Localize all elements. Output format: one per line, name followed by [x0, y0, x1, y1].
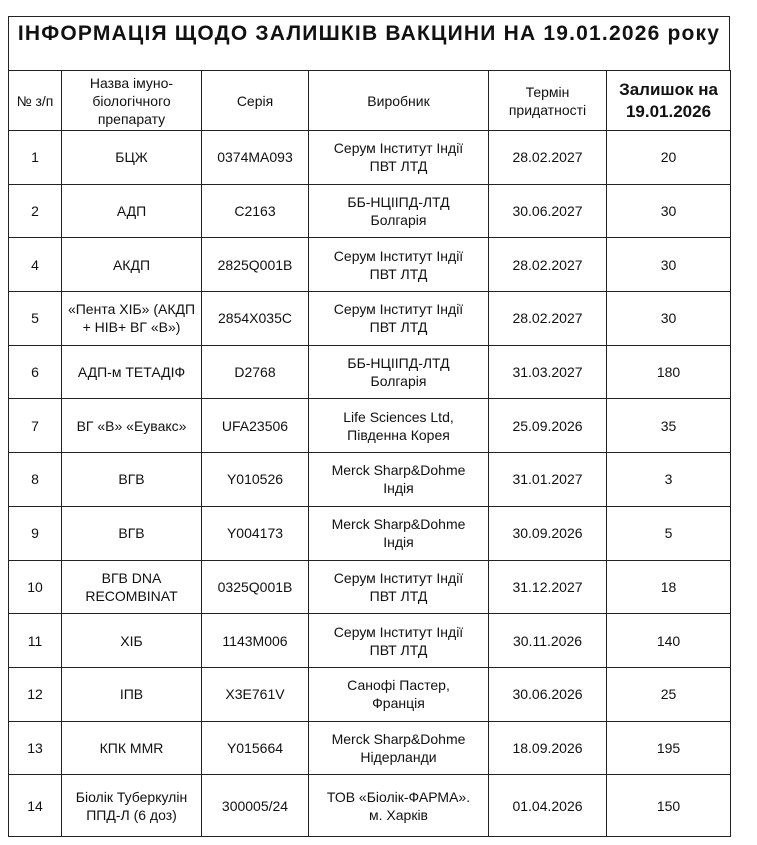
header-series: Серія — [202, 71, 309, 131]
table-row — [9, 292, 731, 346]
cell-name: ІПВ — [62, 667, 202, 721]
table-row — [9, 721, 731, 775]
table-row — [9, 453, 731, 507]
header-stock: Залишок на 19.01.2026 — [607, 71, 731, 131]
table-row — [9, 506, 731, 560]
cell-series: 0374MA093 — [202, 131, 309, 185]
cell-name: АДП — [62, 184, 202, 238]
cell-expiry: 25.09.2026 — [489, 399, 607, 453]
cell-name: ВГВ — [62, 453, 202, 507]
cell-series: Y010526 — [202, 453, 309, 507]
cell-series: 2825Q001B — [202, 238, 309, 292]
table-row — [9, 345, 731, 399]
table-row — [9, 614, 731, 668]
cell-num: 5 — [9, 292, 62, 346]
cell-series: 1143M006 — [202, 614, 309, 668]
cell-name: «Пента ХІБ» (АКДП + HIB+ ВГ «В») — [62, 292, 202, 346]
cell-num: 2 — [9, 184, 62, 238]
cell-stock: 3 — [607, 453, 731, 507]
cell-series: D2768 — [202, 345, 309, 399]
header-name: Назва імуно- біологічного препарату — [62, 71, 202, 131]
cell-num: 6 — [9, 345, 62, 399]
cell-expiry: 31.03.2027 — [489, 345, 607, 399]
cell-series: Y004173 — [202, 506, 309, 560]
table-row — [9, 184, 731, 238]
cell-num: 12 — [9, 667, 62, 721]
cell-name: АКДП — [62, 238, 202, 292]
cell-stock: 35 — [607, 399, 731, 453]
cell-stock: 180 — [607, 345, 731, 399]
cell-series: UFA23506 — [202, 399, 309, 453]
cell-manufacturer: Merck Sharp&Dohme Індія — [309, 506, 489, 560]
cell-name: БЦЖ — [62, 131, 202, 185]
cell-stock: 20 — [607, 131, 731, 185]
document-title: ІНФОРМАЦІЯ ЩОДО ЗАЛИШКІВ ВАКЦИНИ НА 19.01.2026 року — [8, 16, 730, 70]
cell-stock: 18 — [607, 560, 731, 614]
cell-expiry: 28.02.2027 — [489, 238, 607, 292]
cell-expiry: 18.09.2026 — [489, 721, 607, 775]
header-manufacturer: Виробник — [309, 71, 489, 131]
cell-num: 10 — [9, 560, 62, 614]
cell-stock: 140 — [607, 614, 731, 668]
table-row — [9, 399, 731, 453]
cell-manufacturer: Merck Sharp&Dohme Індія — [309, 453, 489, 507]
cell-num: 7 — [9, 399, 62, 453]
cell-series: 300005/24 — [202, 775, 309, 837]
cell-manufacturer: ББ-НЦІІПД-ЛТД Болгарія — [309, 184, 489, 238]
cell-expiry: 30.11.2026 — [489, 614, 607, 668]
cell-expiry: 31.12.2027 — [489, 560, 607, 614]
cell-manufacturer: Серум Інститут Індії ПВТ ЛТД — [309, 292, 489, 346]
cell-manufacturer: Серум Інститут Індії ПВТ ЛТД — [309, 131, 489, 185]
cell-series: C2163 — [202, 184, 309, 238]
cell-manufacturer: Серум Інститут Індії ПВТ ЛТД — [309, 560, 489, 614]
cell-num: 13 — [9, 721, 62, 775]
cell-expiry: 01.04.2026 — [489, 775, 607, 837]
document-page — [8, 16, 730, 837]
cell-stock: 150 — [607, 775, 731, 837]
cell-stock: 30 — [607, 292, 731, 346]
cell-manufacturer: Merck Sharp&Dohme Нідерланди — [309, 721, 489, 775]
cell-stock: 30 — [607, 184, 731, 238]
cell-manufacturer: Серум Інститут Індії ПВТ ЛТД — [309, 238, 489, 292]
cell-expiry: 30.09.2026 — [489, 506, 607, 560]
cell-name: ХІБ — [62, 614, 202, 668]
cell-num: 4 — [9, 238, 62, 292]
table-header-row — [9, 71, 731, 131]
cell-num: 1 — [9, 131, 62, 185]
table-row — [9, 131, 731, 185]
cell-manufacturer: Санофі Пастер, Франція — [309, 667, 489, 721]
cell-series: 2854X035C — [202, 292, 309, 346]
cell-name: ВГВ — [62, 506, 202, 560]
cell-expiry: 31.01.2027 — [489, 453, 607, 507]
table-row — [9, 667, 731, 721]
table-row — [9, 238, 731, 292]
cell-expiry: 28.02.2027 — [489, 131, 607, 185]
cell-manufacturer: Серум Інститут Індії ПВТ ЛТД — [309, 614, 489, 668]
cell-series: X3E761V — [202, 667, 309, 721]
table-row — [9, 560, 731, 614]
cell-stock: 30 — [607, 238, 731, 292]
cell-stock: 5 — [607, 506, 731, 560]
cell-num: 14 — [9, 775, 62, 837]
cell-name: ВГВ DNA RECOMBINAT — [62, 560, 202, 614]
cell-name: ВГ «В» «Еувакс» — [62, 399, 202, 453]
cell-name: Біолік Туберкулін ППД-Л (6 доз) — [62, 775, 202, 837]
cell-manufacturer: Life Sciences Ltd, Південна Корея — [309, 399, 489, 453]
cell-name: КПК MMR — [62, 721, 202, 775]
cell-stock: 25 — [607, 667, 731, 721]
vaccine-stock-table — [8, 70, 731, 837]
cell-series: 0325Q001B — [202, 560, 309, 614]
cell-expiry: 30.06.2026 — [489, 667, 607, 721]
cell-manufacturer: ТОВ «Біолік-ФАРМА». м. Харків — [309, 775, 489, 837]
cell-expiry: 30.06.2027 — [489, 184, 607, 238]
cell-expiry: 28.02.2027 — [489, 292, 607, 346]
header-expiry: Термін придатності — [489, 71, 607, 131]
cell-num: 8 — [9, 453, 62, 507]
cell-num: 11 — [9, 614, 62, 668]
cell-name: АДП-м ТЕТАДІФ — [62, 345, 202, 399]
cell-stock: 195 — [607, 721, 731, 775]
header-num: № з/п — [9, 71, 62, 131]
cell-series: Y015664 — [202, 721, 309, 775]
cell-manufacturer: ББ-НЦІІПД-ЛТД Болгарія — [309, 345, 489, 399]
cell-num: 9 — [9, 506, 62, 560]
table-row — [9, 775, 731, 837]
